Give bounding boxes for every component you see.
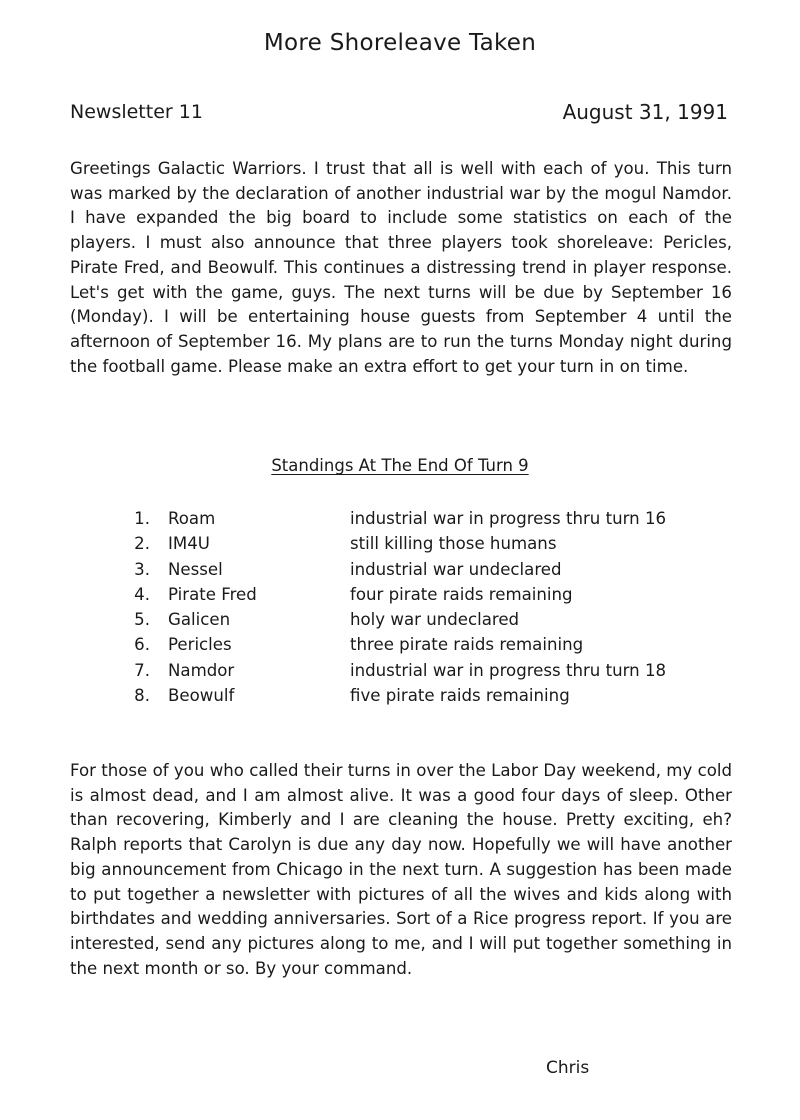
signature: Chris — [546, 1058, 590, 1078]
newsletter-title: More Shoreleave Taken — [263, 30, 537, 56]
standings-row — [120, 658, 740, 683]
standings-player: Namdor — [168, 660, 235, 680]
standings-rank: 8. — [134, 686, 150, 706]
standings-row — [120, 531, 740, 556]
standings-rank: 2. — [134, 534, 150, 554]
standings-rank: 6. — [134, 635, 150, 655]
standings-heading: Standings At The End Of Turn 9 — [271, 456, 529, 475]
standings-rank: 7. — [134, 660, 150, 680]
standings-status: holy war undeclared — [350, 610, 520, 630]
standings-rank: 1. — [134, 509, 150, 528]
standings-player: Roam — [168, 509, 216, 528]
standings-player: Pirate Fred — [168, 584, 257, 604]
standings-player: IM4U — [168, 534, 210, 554]
standings-player: Pericles — [168, 635, 232, 655]
standings-player: Nessel — [168, 559, 223, 579]
newsletter-date: August 31, 1991 — [562, 100, 728, 124]
standings-status: industrial war in progress thru turn 16 — [350, 509, 667, 528]
standings-status: industrial war in progress thru turn 18 — [350, 660, 667, 680]
standings-player: Beowulf — [168, 686, 235, 706]
standings-rank: 3. — [134, 559, 150, 579]
standings-status: four pirate raids remaining — [350, 584, 573, 604]
standings-row — [120, 683, 740, 708]
standings-row — [120, 582, 740, 607]
standings-player: Galicen — [168, 610, 231, 630]
standings-row — [120, 607, 740, 632]
standings-rank: 4. — [134, 584, 150, 604]
standings-row — [120, 632, 740, 657]
standings-row — [120, 557, 740, 582]
intro-paragraph: Greetings Galactic Warriors. I trust that all is well with each of you. This turn was marked by the declaration of another industrial war by the mogul Namdor. I have expanded the big board to include some statistics on each of the players. I must also announce that three players took shoreleave: Pericles, Pirate Fred, and Beowulf. This continues a distressing trend in player response. Let's get with the game, guys. The next turns will be due by September 16 (Monday). I will be entertaining house guests from September 4 until the afternoon of September 16. My plans are to run the turns Monday night during the football game. Please make an extra effort to get your turn in on time. — [70, 159, 732, 376]
standings-status: five pirate raids remaining — [350, 686, 570, 706]
standings-status: three pirate raids remaining — [350, 635, 584, 655]
standings-rank: 5. — [134, 610, 150, 630]
closing-paragraph: For those of you who called their turns in over the Labor Day weekend, my cold is almost dead, and I am almost alive. It was a good four days of sleep. Other than recovering, Kimberly and I are cleaning the house. Pretty exciting, eh? Ralph reports that Carolyn is due any day now. Hopefully we will have another big announcement from Chicago in the next turn. A suggestion has been made to put together a newsletter with pictures of all the wives and kids along with birthdates and wedding anniversaries. Sort of a Rice progress report. If you are interested, send any pictures along to me, and I will put together something in the next month or so. By your command. — [70, 761, 732, 978]
standings-list — [120, 506, 740, 708]
standings-status: industrial war undeclared — [350, 559, 562, 579]
standings-status: still killing those humans — [350, 534, 557, 554]
standings-row — [120, 506, 740, 531]
newsletter-issue: Newsletter 11 — [70, 101, 203, 123]
